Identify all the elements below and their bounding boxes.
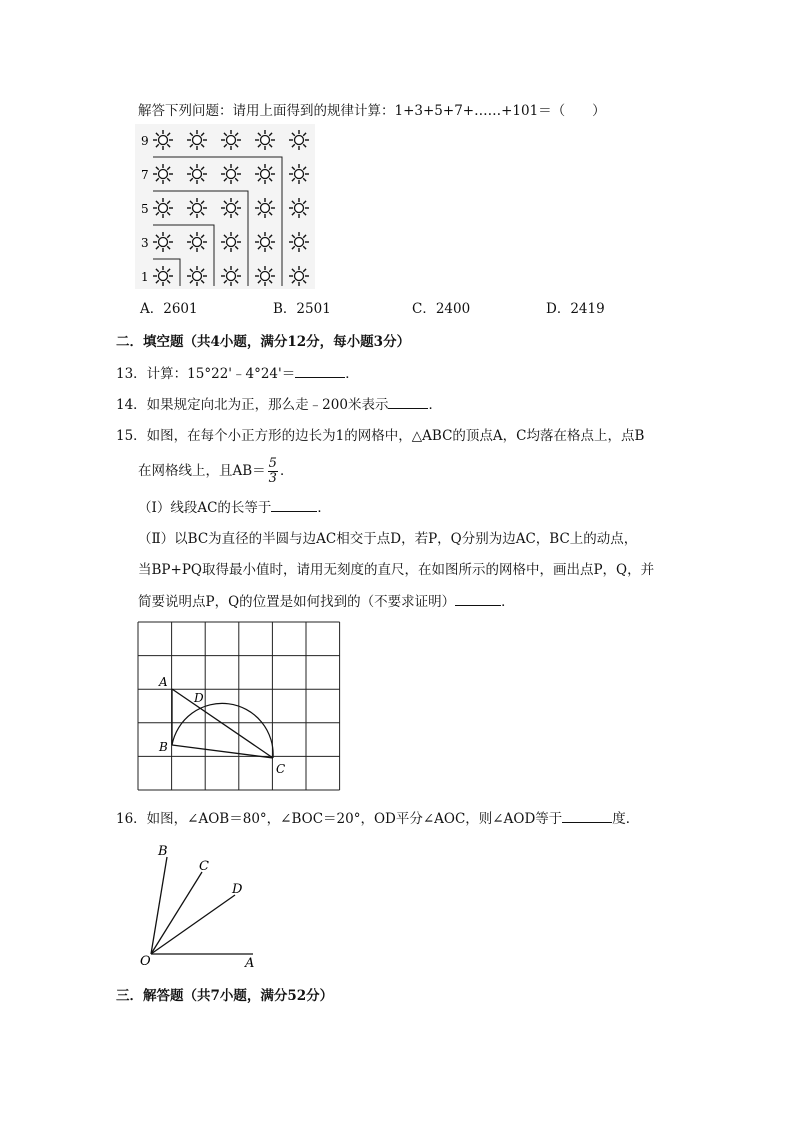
q15-line2-post: ． (279, 463, 294, 479)
semicircle-bc (172, 703, 273, 758)
ray-ob (151, 857, 167, 954)
sun-icon (289, 164, 309, 184)
option-b: B．2501 (273, 301, 331, 317)
q13-blank (295, 365, 345, 378)
q15-part2-line2: 当BP+PQ取得最小值时，请用无刻度的直尺，在如图所示的网格中，画出点P，Q，并 (138, 562, 655, 578)
label-a: A (245, 956, 255, 971)
q15-grid-figure (136, 620, 346, 798)
q15-line1: 15．如图，在每个小正方形的边长为1的网格中，△ABC的顶点A，C均落在格点上，点B (116, 428, 645, 444)
sun-icon (187, 232, 207, 252)
sun-icon (221, 232, 241, 252)
section3-title: 三．解答题（共7小题，满分52分） (116, 988, 334, 1004)
q15-part2-blank (455, 593, 501, 606)
q13-end: ． (345, 366, 359, 382)
sun-icon (289, 198, 309, 218)
intro-question: 解答下列问题：请用上面得到的规律计算：1+3+5+7+……+101＝（ ） (138, 103, 606, 119)
q14 (116, 396, 442, 414)
sun-icon (153, 266, 173, 286)
sun-icon (289, 232, 309, 252)
sun-icon (255, 266, 275, 286)
sun-icon (187, 198, 207, 218)
sun-icon (221, 130, 241, 150)
label-b: B (158, 844, 168, 859)
sun-icon (187, 130, 207, 150)
sun-icon (255, 198, 275, 218)
sun-icon (187, 164, 207, 184)
frac-numerator: 5 (268, 456, 277, 471)
q16-text: 16．如图，∠AOB＝80°，∠BOC＝20°，OD平分∠AOC，则∠AOD等于 (116, 811, 563, 827)
option-c: C．2400 (412, 301, 471, 317)
q14-text: 14．如果规定向北为正，那么走﹣200米表示 (116, 397, 389, 413)
row-label: 7 (141, 168, 149, 182)
row-label: 3 (141, 236, 149, 250)
q15-line2 (138, 457, 293, 486)
q15-part1-blank (271, 499, 317, 512)
sun-icon (221, 266, 241, 286)
row-label: 5 (141, 202, 149, 216)
sun-icon (255, 232, 275, 252)
row-label: 9 (141, 134, 149, 148)
q14-blank (388, 396, 428, 409)
q15-part1-end: ． (317, 500, 331, 516)
q15-part1 (138, 499, 331, 517)
q16 (116, 810, 639, 828)
option-a: A．2601 (140, 301, 198, 317)
sun-icon (289, 266, 309, 286)
q13 (116, 365, 359, 383)
label-a: A (159, 675, 168, 689)
sun-icon (255, 164, 275, 184)
sun-icon (255, 130, 275, 150)
sun-icon (221, 164, 241, 184)
sun-icon (187, 266, 207, 286)
q16-blank (562, 810, 612, 823)
q13-text: 13．计算：15°22'﹣4°24'＝ (116, 366, 296, 382)
q16-angle-figure (136, 840, 266, 972)
q15-part2-end: ． (501, 594, 515, 610)
label-d: D (232, 882, 243, 897)
ray-od (151, 895, 235, 954)
sun-icon (153, 198, 173, 218)
q15-part2-line3 (138, 593, 515, 611)
label-o: O (140, 954, 151, 969)
q15-part2-line1: （Ⅱ）以BC为直径的半圆与边AC相交于点D，若P，Q分别为边AC，BC上的动点， (138, 531, 638, 547)
segment-ac (172, 689, 273, 758)
label-c: C (276, 762, 286, 776)
sun-icon (289, 130, 309, 150)
sun-grid-figure (135, 124, 315, 289)
row-label: 1 (141, 270, 149, 284)
sun-icon (153, 164, 173, 184)
label-d: D (194, 691, 204, 705)
frac-denominator: 3 (268, 471, 277, 486)
q15-line2-pre: 在网格线上，且AB＝ (138, 463, 266, 479)
q14-end: ． (428, 397, 442, 413)
sun-icon (153, 232, 173, 252)
label-c: C (199, 859, 209, 874)
sun-icon (153, 130, 173, 150)
label-b: B (159, 740, 168, 754)
q15-part2-line3-text: 简要说明点P，Q的位置是如何找到的（不要求证明） (138, 594, 456, 610)
section2-title: 二．填空题（共4小题，满分12分，每小题3分） (116, 334, 411, 350)
option-d: D．2419 (546, 301, 605, 317)
sun-icon (221, 198, 241, 218)
q16-end: 度． (612, 811, 640, 827)
ray-oc (151, 872, 202, 954)
q15-part1-text: （Ⅰ）线段AC的长等于 (138, 500, 272, 516)
ab-fraction (268, 457, 278, 486)
